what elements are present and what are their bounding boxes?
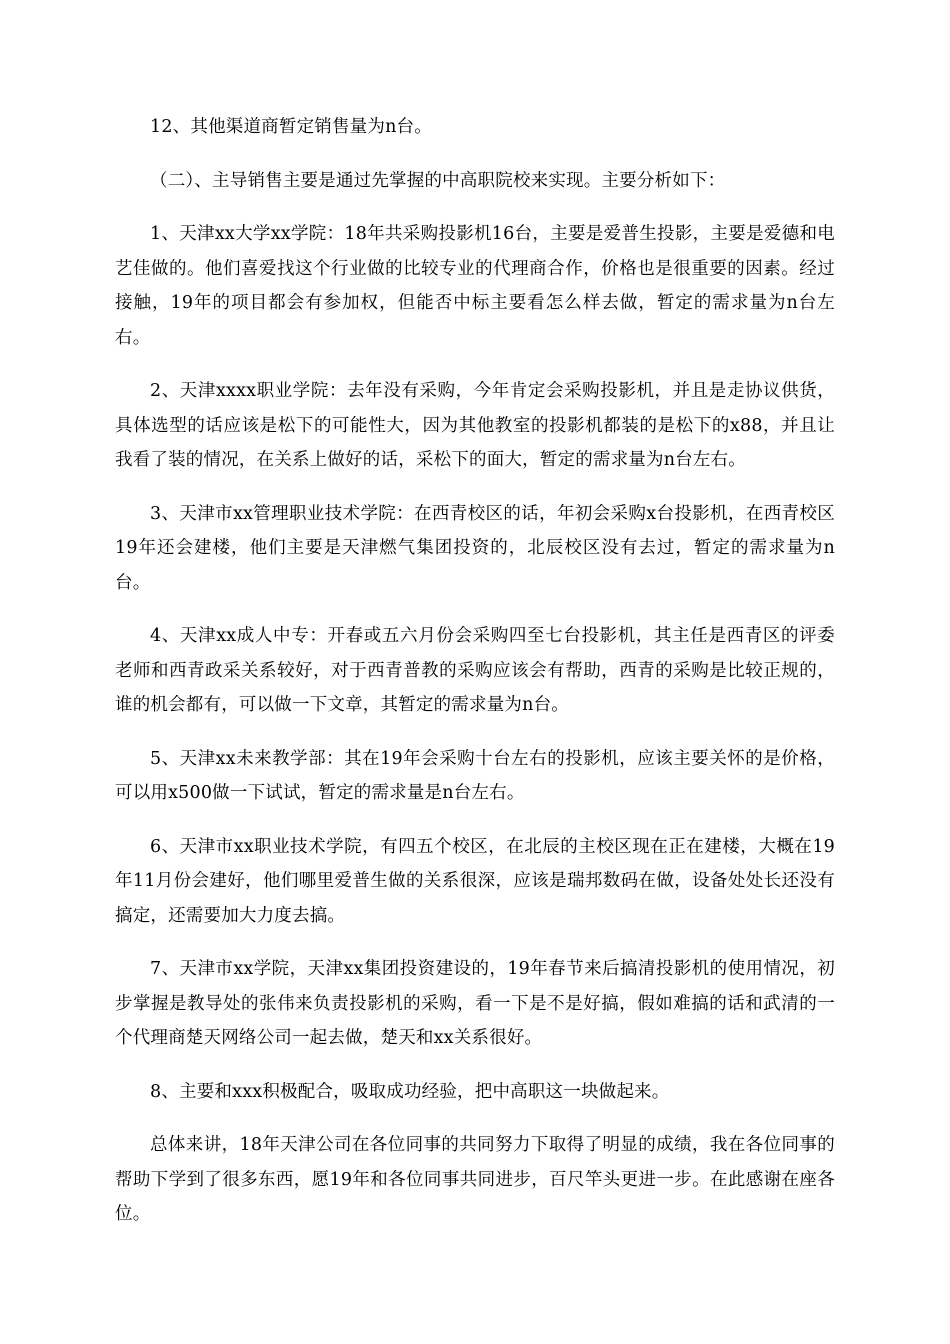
paragraph-item-12: 12、其他渠道商暂定销售量为n台。 <box>150 117 432 137</box>
document-body <box>115 110 835 1251</box>
paragraph-item-2: 2、天津xxxx职业学院：去年没有采购，今年肯定会采购投影机，并且是走协议供货，具体选型的话应该是松下的可能性大，因为其他教室的投影机都装的是松下的x88，并且让我看了装的情况，在关系上做好的话，采松下的面大，暂定的需求量为n台左右。 <box>115 381 835 470</box>
section-heading-2: （二）、主导销售主要是通过先掌握的中高职院校来实现。主要分析如下： <box>150 170 726 191</box>
paragraph-item-7: 7、天津市xx学院，天津xx集团投资建设的，19年春节来后搞清投影机的使用情况，初步掌握是教导处的张伟来负责投影机的采购，看一下是不是好搞，假如难搞的话和武清的一个代理商楚天网络公司一起去做，楚天和xx关系很好。 <box>115 959 835 1048</box>
paragraph-item-6: 6、天津市xx职业技术学院，有四五个校区，在北辰的主校区现在正在建楼，大概在19年11月份会建好，他们哪里爱普生做的关系很深，应该是瑞邦数码在做，设备处处长还没有搞定，还需要加大力度去搞。 <box>115 836 835 926</box>
paragraph-item-1: 1、天津xx大学xx学院：18年共采购投影机16台，主要是爱普生投影，主要是爱德和电艺佳做的。他们喜爱找这个行业做的比较专业的代理商合作，价格也是很重要的因素。经过接触，19年的项目都会有参加权，但能否中标主要看怎么样去做，暂定的需求量为n台左右。 <box>115 224 835 348</box>
summary-paragraph: 总体来讲，18年天津公司在各位同事的共同努力下取得了明显的成绩，我在各位同事的帮助下学到了很多东西，愿19年和各位同事共同进步，百尺竿头更进一步。在此感谢在座各位。 <box>115 1135 835 1224</box>
paragraph-item-8: 8、主要和xxx积极配合，吸取成功经验，把中高职这一块做起来。 <box>150 1081 670 1102</box>
paragraph-item-3: 3、天津市xx管理职业技术学院：在西青校区的话，年初会采购x台投影机，在西青校区19年还会建楼，他们主要是天津燃气集团投资的，北辰校区没有去过，暂定的需求量为n台。 <box>115 503 835 593</box>
paragraph-item-4: 4、天津xx成人中专：开春或五六月份会采购四至七台投影机，其主任是西青区的评委老师和西青政采关系较好，对于西青普教的采购应该会有帮助，西青的采购是比较正规的，谁的机会都有，可以做一下文章，其暂定的需求量为n台。 <box>115 626 835 715</box>
paragraph-item-5: 5、天津xx未来教学部：其在19年会采购十台左右的投影机，应该主要关怀的是价格，可以用x500做一下试试，暂定的需求量是n台左右。 <box>115 748 835 803</box>
